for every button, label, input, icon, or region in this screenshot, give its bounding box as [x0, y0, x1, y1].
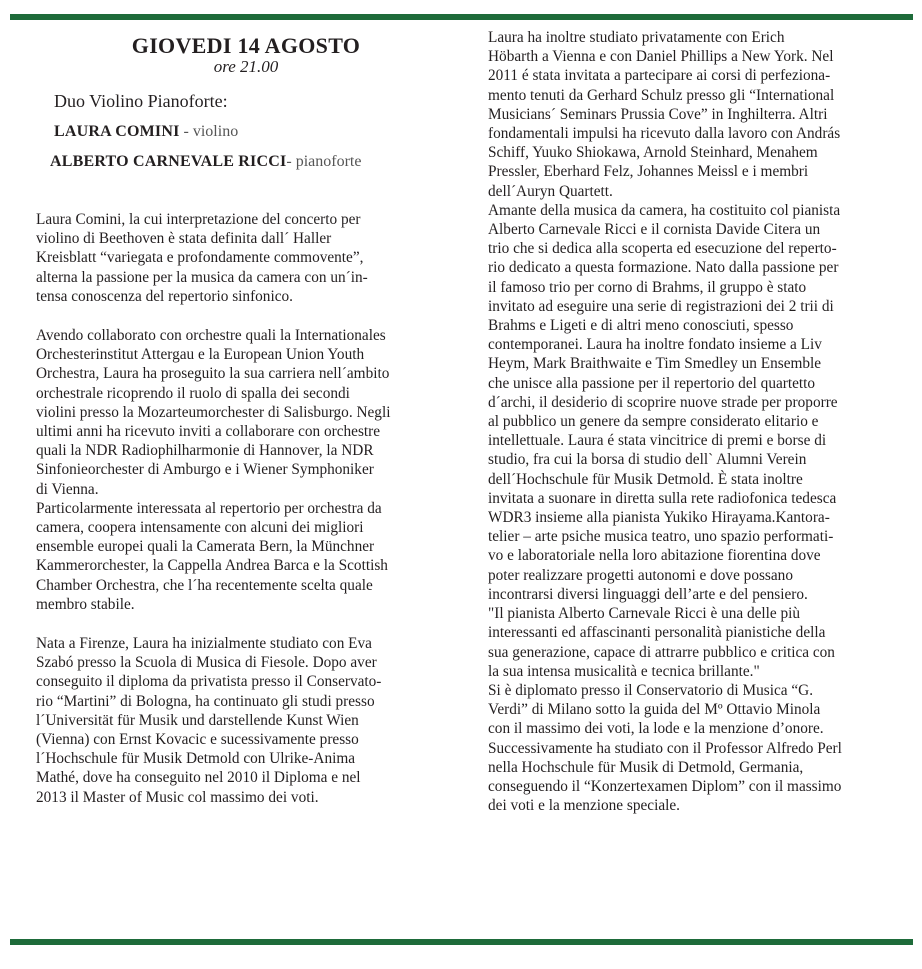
performer-role: - pianoforte: [286, 153, 362, 170]
concert-date: GIOVEDI 14 AGOSTO: [131, 33, 361, 58]
press-quote: "Il pianista Alberto Carnevale Ricci è una delle più interessanti ed affascinanti personalità pianistiche della sua generazione, capace di attrarre pubblico e critica con la sua intensa musicalità e tecnica brillante.": [488, 605, 835, 680]
performer-name: LAURA COMINI: [54, 123, 180, 140]
bio-paragraph: Laura Comini, la cui interpretazione del concerto per violino di Beethoven è stata definita dall´ Haller Kreisblatt “variegata e profondamente commovente”, alterna la passione per la musica da camera con un´in- tensa conoscenza del repertorio sinfonico.: [36, 211, 368, 305]
top-green-rule: [10, 14, 913, 20]
performer-piano: [50, 152, 422, 172]
ensemble-title: Duo Violino Pianoforte:: [54, 91, 228, 111]
right-column: [488, 28, 892, 815]
bio-paragraph: Laura ha inoltre studiato privatamente con Erich Höbarth a Vienna e con Daniel Phillips a New York. Nel 2011 é stata invitata a partecipare ai corsi di perfeziona- mento tenuti da Gerhard Schulz presso gli “International Musicians´ Seminars Prussia Cove” in Inghilterra. Altri fondamentali impulsi ha ricevuto dalla lavoro con András Schiff, Yuuko Shiokawa, Arnold Steinhard, Menahem Pressler, Eberhard Felz, Johannes Meissl e i membri dell´Auryn Quartett.: [488, 29, 841, 200]
performer-violin: [54, 122, 422, 142]
concert-time: ore 21.00: [213, 57, 279, 76]
performer-role: - violino: [179, 123, 239, 140]
bio-paragraph: Si è diplomato presso il Conservatorio di Musica “G. Verdi” di Milano sotto la guida del Mº Ottavio Minola con il massimo dei voti, la lode e la menzione d’onore. Successivamente ha studiato con il Professor Alfredo Perl nella Hochschule für Musik di Detmold, Germania, conseguendo il “Konzertexamen Diplom” con il massimo dei voti e la menzione speciale.: [488, 681, 842, 815]
bio-paragraph: Amante della musica da camera, ha costituito col pianista Alberto Carnevale Ricci e il cornista Davide Citera un trio che si dedica alla scoperta ed esecuzione del reperto- rio dedicato a questa formazione. Nato dalla passione per il famoso trio per corno di Brahms, il gruppo è stato invitato ad eseguire una serie di registrazioni dei 2 trii di Brahms e Ligeti e di altri meno conosciuti, spesso contemporanei. Laura ha inoltre fondato insieme a Liv Heym, Mark Braithwaite e Tim Smedley un Ensemble che unisce alla passione per il repertorio del quartetto d´archi, il desiderio di scoprire nuove strade per proporre al pubblico un genere da sempre considerato elitario e intellettuale. Laura é stata vincitrice di premi e borse di studio, fra cui la borsa di studio dell` Alumni Verein dell´Hochschule für Musik Detmold. È stata inoltre invitata a suonare in diretta sulla rete radiofonica tedesca WDR3 insieme alla pianista Yukiko Hirayama.Kantora- telier – arte psiche musica teatro, uno spazio performati- vo e laboratoriale nella loro abitazione fiorentina dove poter realizzare progetti autonomi e dove possano incontrarsi diversi linguaggi dell’arte e del pensiero.: [488, 201, 841, 603]
performer-name: ALBERTO CARNEVALE RICCI: [50, 153, 287, 170]
bottom-green-rule: [10, 939, 913, 945]
bio-paragraph: Nata a Firenze, Laura ha inizialmente studiato con Eva Szabó presso la Scuola di Musica di Fiesole. Dopo aver conseguito il diploma da privatista presso il Conservato- rio “Martini” di Bologna, ha continuato gli studi presso l´Universität für Musik und darstellende Kunst Wien (Vienna) con Ernst Kovacic e sucessivamente presso l´Hochschule für Musik Detmold con Ulrike-Anima Mathé, dove ha conseguito nel 2010 il Diploma e nel 2013 il Master of Music col massimo dei voti.: [36, 635, 382, 806]
bio-paragraph: Particolarmente interessata al repertorio per orchestra da camera, coopera intensamente con alcuni dei migliori ensemble europei quali la Camerata Bern, la Münchner Kammerorchester, la Cappella Andrea Barca e la Scottish Chamber Orchestra, che l´ha recentemente scelta quale membro stabile.: [36, 499, 388, 613]
comini-bio: [36, 210, 422, 807]
bio-paragraph: Avendo collaborato con orchestre quali la Internationales Orchesterinstitut Attergau e la European Union Youth Orchestra, Laura ha proseguito la sua carriera nell´ambito orchestrale ricoprendo il ruolo di spalla dei secondi violini presso la Mozarteumorchester di Salisburgo. Negli ultimi anni ha ricevuto inviti a collaborare con orchestre quali la NDR Radiophilharmonie di Hannover, la NDR Sinfonieorchester di Amburgo e i Wiener Symphoniker di Vienna.: [36, 327, 391, 498]
left-column: [36, 28, 422, 807]
